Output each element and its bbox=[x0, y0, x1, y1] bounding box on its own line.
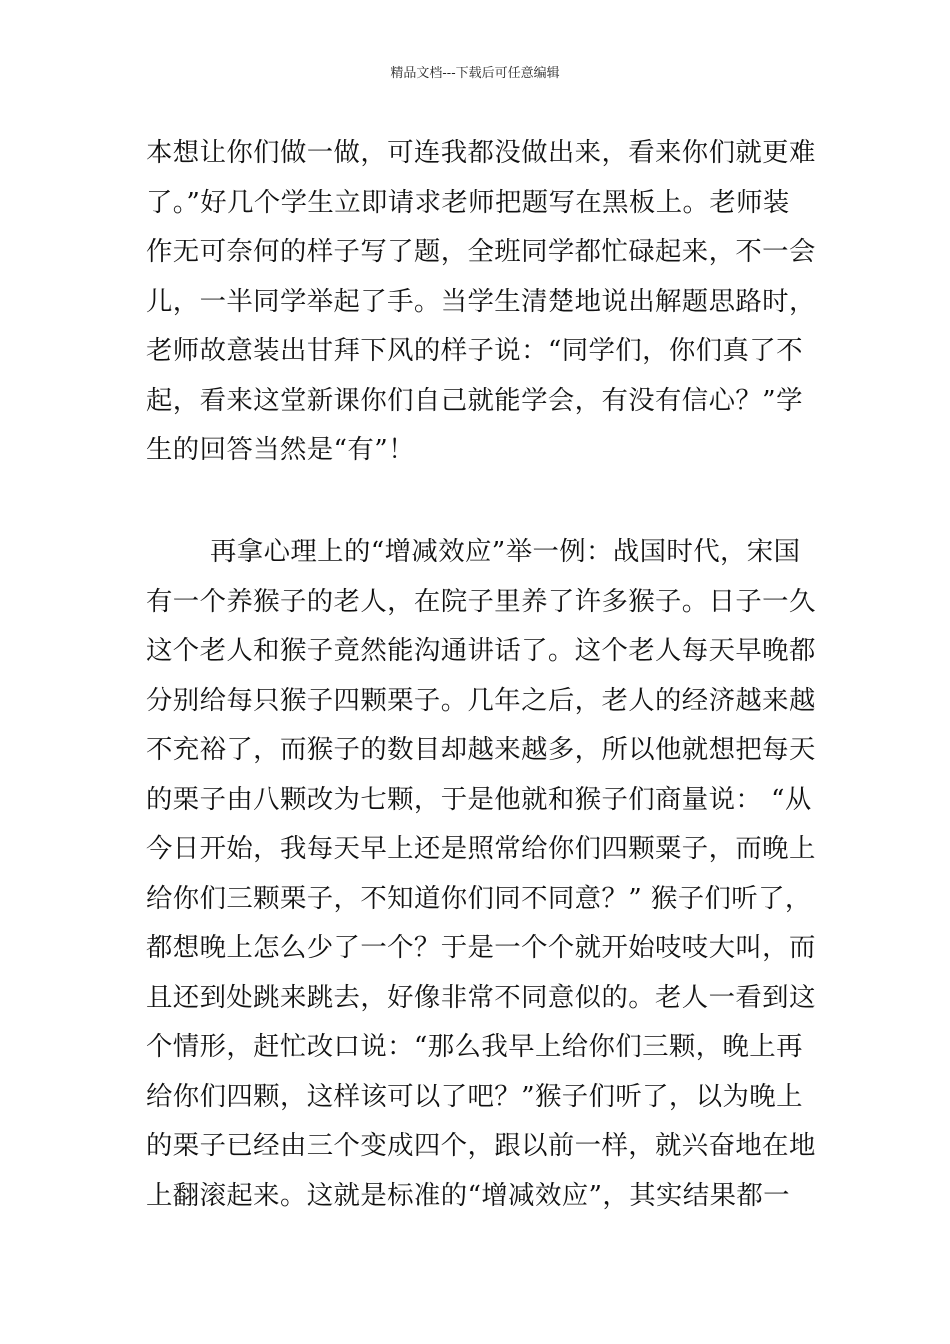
text-line: 分别给每只猴子四颗栗子。几年之后，老人的经济越来越 bbox=[146, 684, 816, 716]
text-line: 本想让你们做一做，可连我都没做出来，看来你们就更难 bbox=[146, 137, 816, 168]
paragraph-1 bbox=[146, 128, 816, 475]
text-line: 老师故意装出甘拜下风的样子说：“同学们，你们真了不 bbox=[146, 335, 803, 366]
text-line: 起，看来这堂新课你们自己就能学会，有没有信心？”学 bbox=[146, 384, 803, 416]
text-line: 都想晚上怎么少了一个？于是一个个就开始吱吱大叫，而 bbox=[146, 932, 816, 963]
text-line: 今日开始，我每天早上还是照常给你们四颗粟子，而晚上 bbox=[146, 833, 816, 864]
text-line: 再拿心理上的“增减效应”举一例：战国时代，宋国 bbox=[210, 536, 801, 567]
text-line: 且还到处跳来跳去，好像非常不同意似的。老人一看到这 bbox=[146, 981, 816, 1013]
text-line: 生的回答当然是“有”！ bbox=[146, 434, 415, 465]
text-line: 这个老人和猴子竟然能沟通讲话了。这个老人每天早晚都 bbox=[146, 635, 816, 666]
text-line: 的栗子由八颗改为七颗，于是他就和猴子们商量说： “从 bbox=[146, 783, 812, 815]
text-line: 了。”好几个学生立即请求老师把题写在黑板上。老师装 bbox=[146, 186, 790, 218]
page-header: 精品文档---下载后可任意编辑 bbox=[390, 66, 560, 81]
paragraph-2 bbox=[146, 527, 816, 1220]
text-line: 给你们四颗，这样该可以了吧？”猴子们听了，以为晚上 bbox=[146, 1080, 803, 1112]
text-line: 有一个养猴子的老人，在院子里养了许多猴子。日子一久 bbox=[146, 585, 816, 617]
text-line: 上翻滚起来。这就是标准的“增减效应”，其实结果都一 bbox=[146, 1179, 790, 1211]
text-line: 的栗子已经由三个变成四个，跟以前一样，就兴奋地在地 bbox=[146, 1130, 816, 1161]
text-line: 作无可奈何的样子写了题，全班同学都忙碌起来，不一会 bbox=[146, 236, 816, 267]
text-line: 儿，一半同学举起了手。当学生清楚地说出解题思路时， bbox=[146, 285, 816, 317]
text-line: 给你们三颗栗子，不知道你们同不同意？” 猴子们听了， bbox=[146, 882, 812, 914]
text-line: 不充裕了，而猴子的数目却越来越多，所以他就想把每天 bbox=[146, 734, 816, 765]
text-line: 个情形，赶忙改口说：“那么我早上给你们三颗，晚上再 bbox=[146, 1031, 803, 1062]
